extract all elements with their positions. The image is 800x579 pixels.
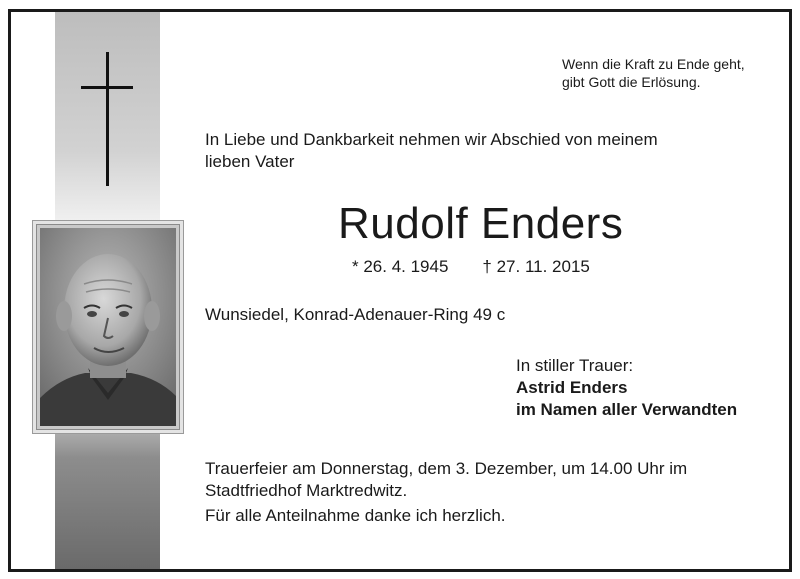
death-date: † 27. 11. 2015 [482, 257, 590, 276]
intro-line-2: lieben Vater [205, 152, 295, 171]
thanks-text: Für alle Anteilnahme danke ich herzlich. [205, 506, 506, 525]
motto-line-2: gibt Gott die Erlösung. [562, 74, 701, 90]
mourner-name-1: Astrid Enders [516, 378, 628, 397]
portrait-photo [40, 228, 176, 426]
service-line-2: Stadtfriedhof Marktredwitz. [205, 481, 408, 500]
cross-icon [106, 52, 109, 186]
motto [562, 55, 745, 91]
mourners-heading: In stiller Trauer: [516, 356, 634, 375]
life-dates [352, 256, 590, 278]
obituary-card [8, 9, 792, 572]
mourners-block [516, 355, 737, 421]
service-line-1: Trauerfeier am Donnerstag, dem 3. Dezember, um 14.00 Uhr im [205, 459, 688, 478]
address: Wunsiedel, Konrad-Adenauer-Ring 49 c [205, 305, 506, 324]
birth-date: * 26. 4. 1945 [352, 257, 449, 276]
portrait-image [40, 228, 176, 426]
intro-text [205, 129, 765, 173]
service-info [205, 458, 775, 502]
mourner-name-2: im Namen aller Verwandten [516, 400, 738, 419]
cross-icon-bar [81, 86, 133, 89]
intro-line-1: In Liebe und Dankbarkeit nehmen wir Abschied von meinem [205, 130, 658, 149]
portrait-frame [32, 220, 184, 434]
deceased-name: Rudolf Enders [338, 199, 624, 248]
motto-line-1: Wenn die Kraft zu Ende geht, [562, 56, 745, 72]
